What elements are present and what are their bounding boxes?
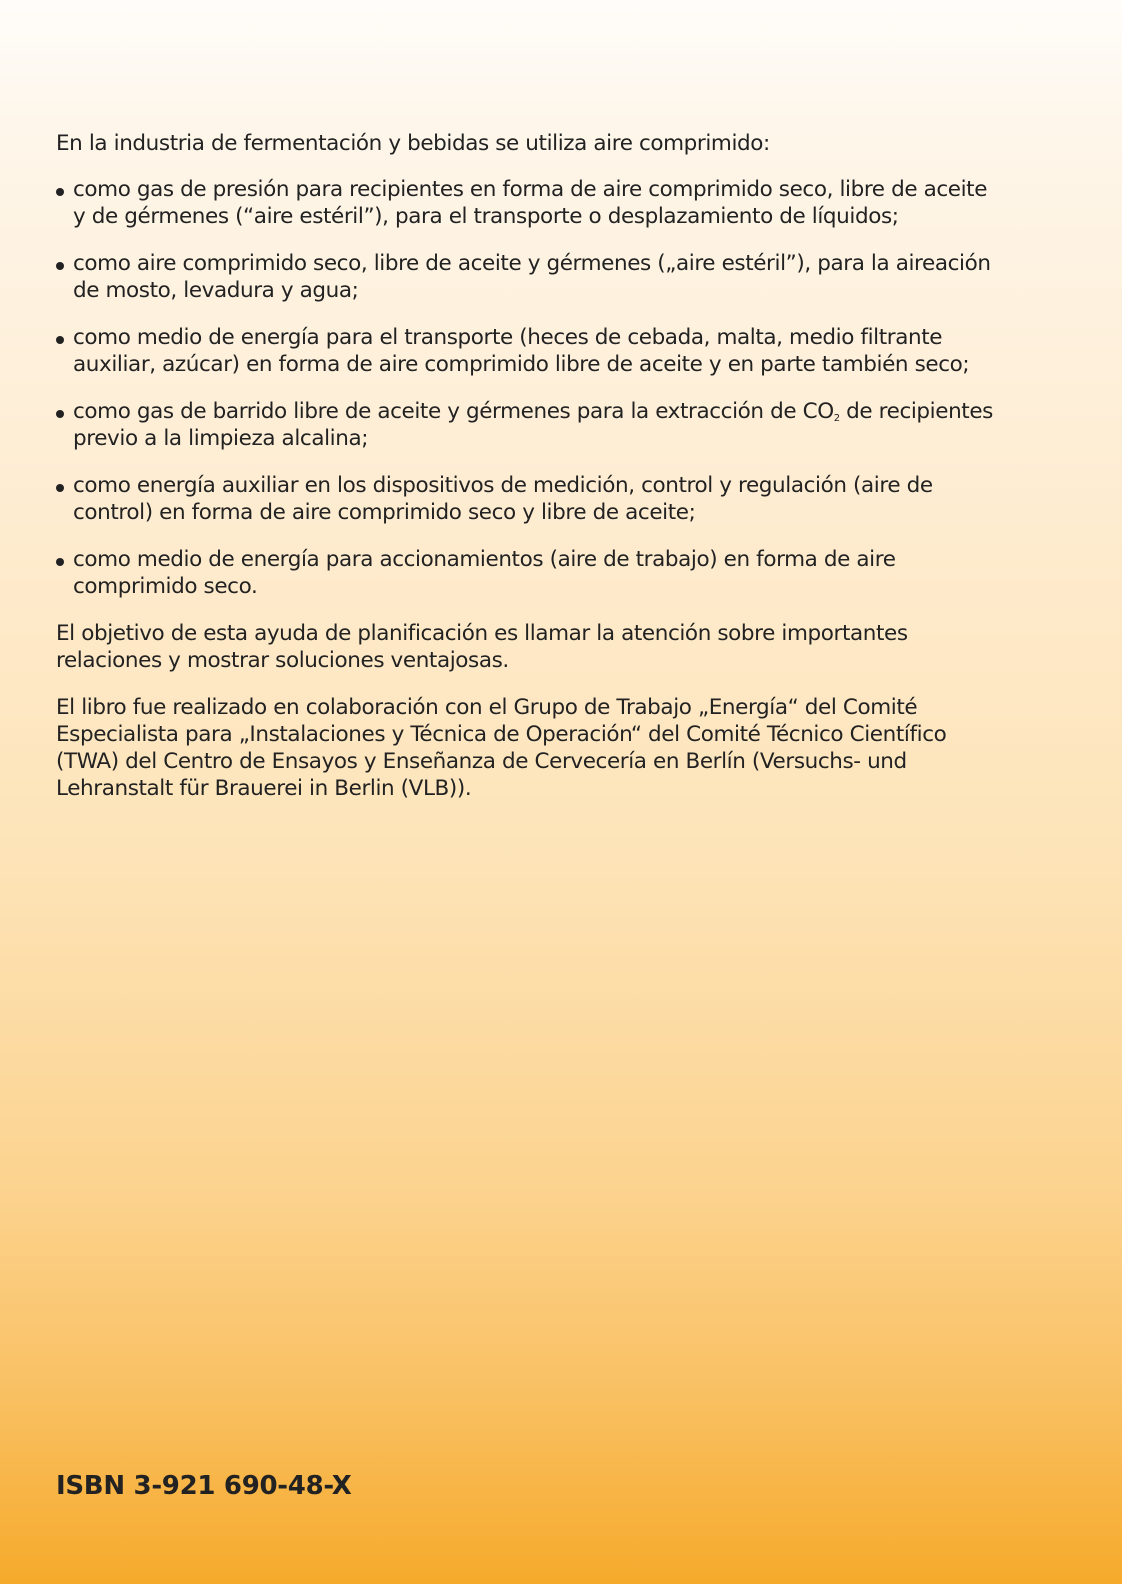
paragraph-line: El libro fue realizado en colaboración con el Grupo de Trabajo „Energía“ del Comité [56, 695, 918, 720]
bullet-icon [56, 484, 64, 492]
paragraph-line: El objetivo de esta ayuda de planificación es llamar la atención sobre importantes [56, 621, 908, 646]
list-item-line: como medio de energía para el transporte (heces de cebada, malta, medio filtrante [73, 325, 943, 350]
list-item-line: como medio de energía para accionamientos (aire de trabajo) en forma de aire [73, 547, 896, 572]
bullet-icon [56, 336, 64, 344]
list-item [56, 546, 1056, 600]
list-item-line: de mosto, levadura y agua; [73, 278, 359, 303]
list-item [56, 176, 1056, 230]
list-item-line: control) en forma de aire comprimido seco y libre de aceite; [73, 500, 696, 525]
back-cover-text [56, 130, 1056, 822]
intro-paragraph: En la industria de fermentación y bebidas se utiliza aire comprimido: [56, 131, 770, 156]
paragraph-line: Lehranstalt für Brauerei in Berlin (VLB)). [56, 776, 472, 801]
list-item [56, 398, 1056, 452]
paragraph-line: relaciones y mostrar soluciones ventajosas. [56, 648, 509, 673]
subscript-2: 2 [833, 413, 840, 424]
list-item-line: como energía auxiliar en los dispositivos de medición, control y regulación (aire de [73, 473, 933, 498]
list-item [56, 250, 1056, 304]
list-item-line: como gas de presión para recipientes en forma de aire comprimido seco, libre de aceite [73, 177, 988, 202]
paragraph-line: Especialista para „Instalaciones y Técnica de Operación“ del Comité Técnico Científico [56, 722, 947, 747]
isbn-label: ISBN 3-921 690-48-X [56, 1471, 352, 1501]
bullet-icon [56, 410, 64, 418]
list-item-text: como gas de barrido libre de aceite y gérmenes para la extracción de CO [73, 399, 834, 424]
usage-list [56, 176, 1056, 600]
objective-paragraph [56, 620, 1056, 674]
bullet-icon [56, 558, 64, 566]
list-item-text: de recipientes [839, 399, 993, 424]
list-item-line [73, 398, 1056, 425]
list-item-line: previo a la limpieza alcalina; [73, 426, 369, 451]
list-item-line: y de gérmenes (“aire estéril”), para el transporte o desplazamiento de líquidos; [73, 204, 899, 229]
list-item [56, 324, 1056, 378]
bullet-icon [56, 188, 64, 196]
bullet-icon [56, 262, 64, 270]
paragraph-line: (TWA) del Centro de Ensayos y Enseñanza de Cervecería en Berlín (Versuchs- und [56, 749, 907, 774]
list-item-line: comprimido seco. [73, 574, 258, 599]
credits-paragraph [56, 694, 1056, 802]
list-item [56, 472, 1056, 526]
list-item-line: auxiliar, azúcar) en forma de aire comprimido libre de aceite y en parte también seco; [73, 352, 970, 377]
list-item-line: como aire comprimido seco, libre de aceite y gérmenes („aire estéril”), para la aireación [73, 251, 991, 276]
